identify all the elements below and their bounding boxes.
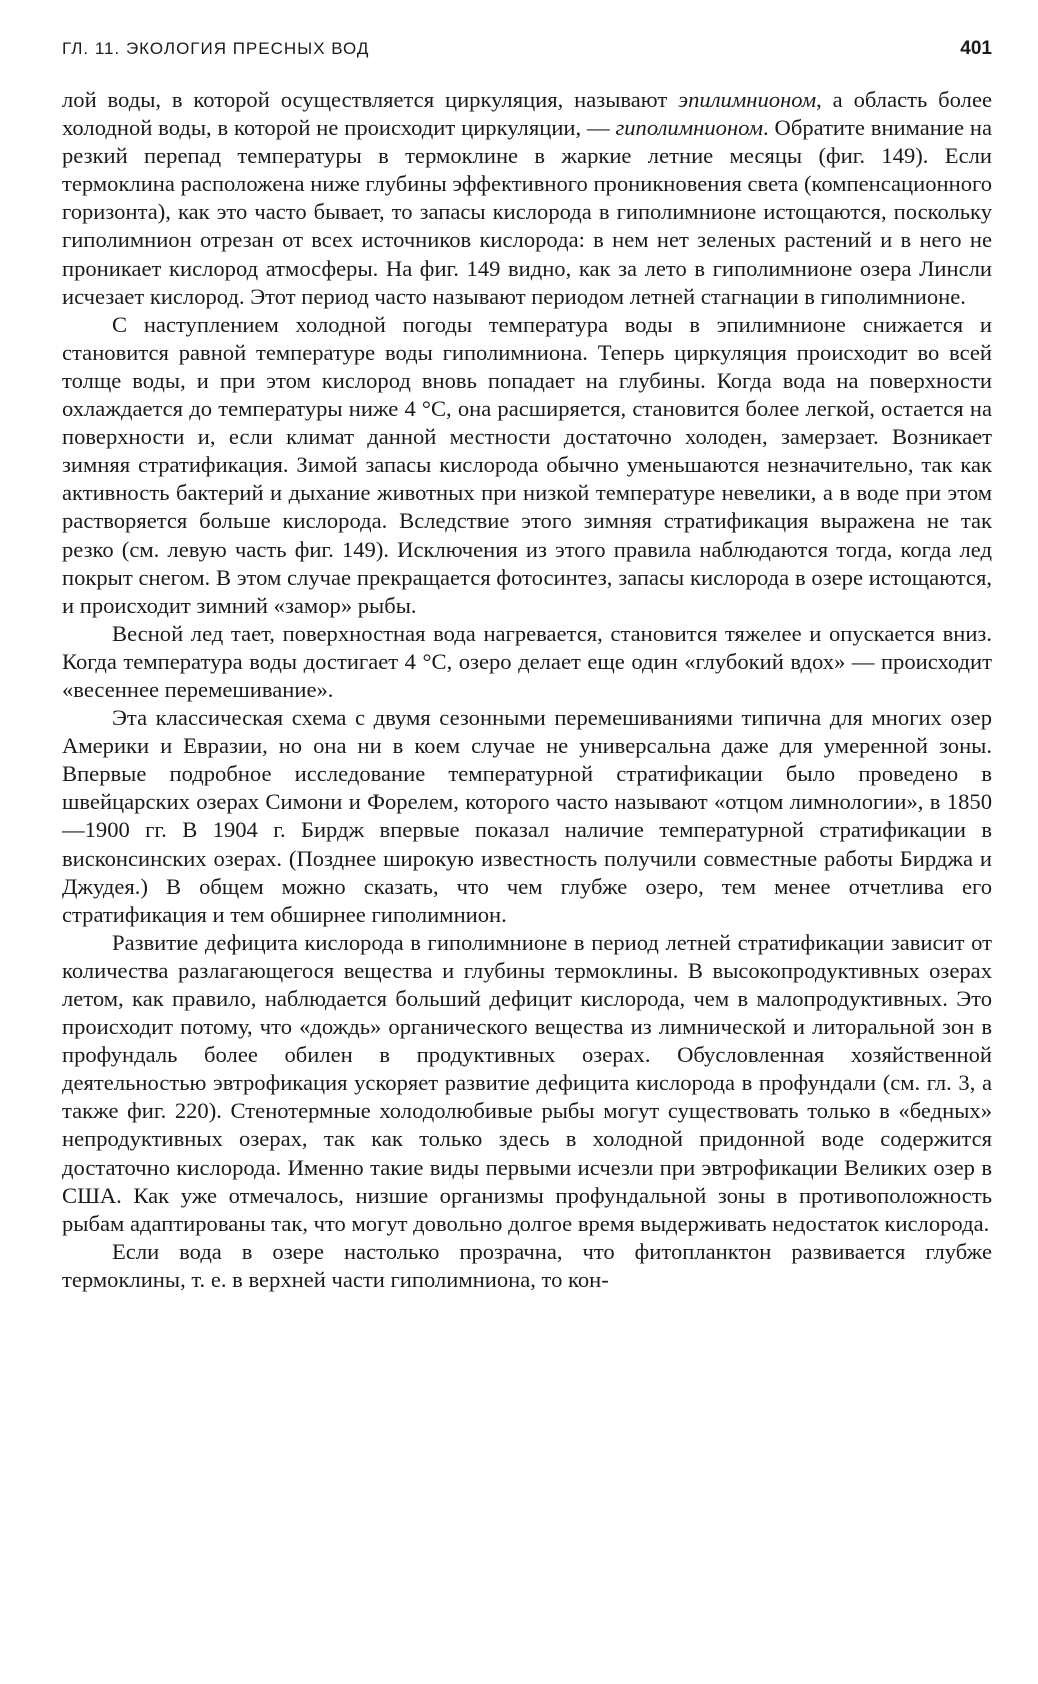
- text-run: , а область более холодной воды, в которой не происходит циркуляции, —: [62, 87, 993, 141]
- page-number: 401: [960, 38, 992, 59]
- italic-term-hypolimnion: гиполимнионом: [615, 115, 764, 141]
- text-run: . Обратите внимание на резкий перепад температуры в термоклине в жаркие летние месяцы (фиг. 149). Если термоклина расположена ниже глубины эффективного проникновения света (компенсационного горизонта), как это часто бывает, то запасы кислорода в гиполимнионе истощаются, поскольку гиполимнион отрезан от всех источников кислорода: в нем нет зеленых растений и в него не проникает кислород атмосферы. На фиг. 149 видно, как за лето в гиполимнионе озера Линсли исчезает кислород. Этот период часто называют периодом летней стагнации в гиполимнионе.: [62, 115, 992, 309]
- text-run: лой воды, в которой осуществляется циркуляция, называют: [62, 87, 679, 112]
- paragraph-5: Развитие дефицита кислорода в гиполимнионе в период летней стратификации зависит от количества разлагающегося вещества и глубины термоклины. В высокопродуктивных озерах летом, как правило, наблюдается больший дефицит кислорода, чем в малопродуктивных. Это происходит потому, что «дождь» органического вещества из лимнической и литоральной зон в профундаль более обилен в продуктивных озерах. Обусловленная хозяйственной деятельностью эвтрофикация ускоряет развитие дефицита кислорода в профундали (см. гл. 3, а также фиг. 220). Стенотермные холодолюбивые рыбы могут существовать только в «бедных» непродуктивных озерах, так как только здесь в холодной придонной воде содержится достаточно кислорода. Именно такие виды первыми исчезли при эвтрофикации Великих озер в США. Как уже отмечалось, низшие организмы профундальной зоны в противоположность рыбам адаптированы так, что могут довольно долгое время выдерживать недостаток кислорода.: [62, 929, 992, 1236]
- running-header: [62, 38, 992, 78]
- body-text: [62, 86, 992, 1294]
- chapter-title: ГЛ. 11. ЭКОЛОГИЯ ПРЕСНЫХ ВОД: [62, 39, 370, 58]
- paragraph-4: Эта классическая схема с двумя сезонными перемешиваниями типична для многих озер Америки и Евразии, но она ни в коем случае не универсальна даже для умеренной зоны. Впервые подробное исследование температурной стратификации было проведено в швейцарских озерах Симони и Форелем, которого часто называют «отцом лимнологии», в 1850—1900 гг. В 1904 г. Бирдж впервые показал наличие температурной стратификации в висконсинских озерах. (Позднее широкую известность получили совместные работы Бирджа и Джудея.) В общем можно сказать, что чем глубже озеро, тем менее отчетлива его стратификация и тем обширнее гиполимнион.: [62, 705, 992, 927]
- paragraph-2: С наступлением холодной погоды температура воды в эпилимнионе снижается и становится равной температуре воды гиполимниона. Теперь циркуляция происходит во всей толще воды, и при этом кислород вновь попадает на глубины. Когда вода на поверхности охлаждается до температуры ниже 4 °С, она расширяется, становится более легкой, остается на поверхности и, если климат данной местности достаточно холоден, замерзает. Возникает зимняя стратификация. Зимой запасы кислорода обычно уменьшаются незначительно, так как активность бактерий и дыхание животных при низкой температуре невелики, а в воде при этом растворяется больше кислорода. Вследствие этого зимняя стратификация выражена не так резко (см. левую часть фиг. 149). Исключения из этого правила наблюдаются тогда, когда лед покрыт снегом. В этом случае прекращается фотосинтез, запасы кислорода в озере истощаются, и происходит зимний «замор» рыбы.: [62, 311, 992, 618]
- italic-term-epilimnion: эпилимнионом: [678, 87, 817, 112]
- paragraph-1: [62, 86, 992, 311]
- paragraph-3: Весной лед тает, поверхностная вода нагревается, становится тяжелее и опускается вниз. Когда температура воды достигает 4 °С, озеро делает еще один «глубокий вдох» — происходит «весеннее перемешивание».: [62, 620, 992, 702]
- paragraph-6: Если вода в озере настолько прозрачна, что фитопланктон развивается глубже термоклины, т. е. в верхней части гиполимниона, то кон-: [62, 1238, 992, 1292]
- book-page: [62, 38, 992, 1294]
